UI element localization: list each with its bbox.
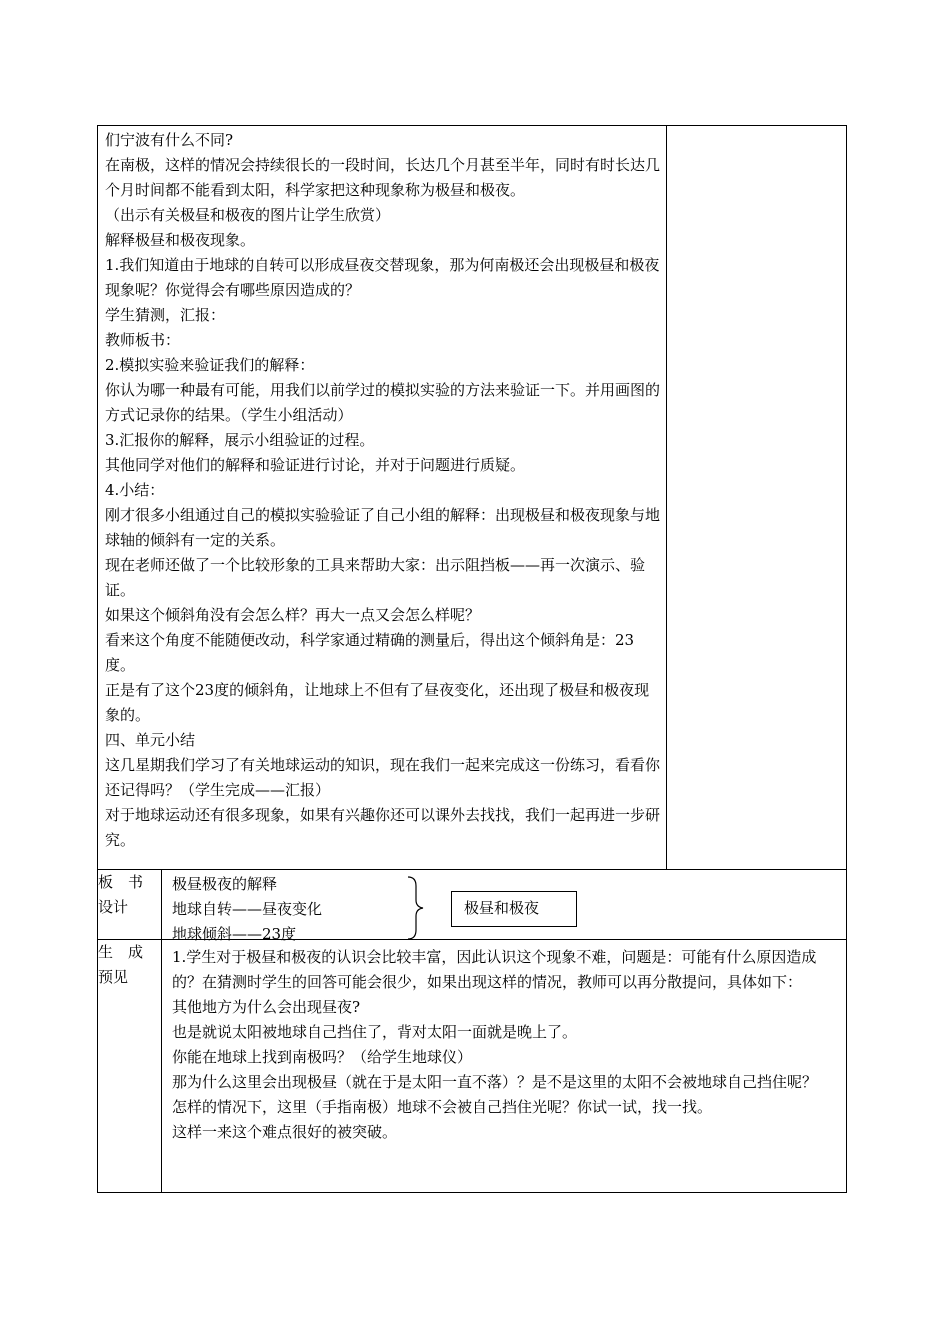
preview-line: 这样一来这个难点很好的被突破。: [172, 1123, 398, 1141]
teaching-process-text: [98, 126, 666, 869]
board-label-line1: 板 书: [98, 873, 144, 891]
main-line: 教师板书：: [105, 331, 181, 349]
main-line: 们宁波有什么不同?: [105, 131, 234, 149]
main-line: 1.我们知道由于地球的自转可以形成昼夜交替现象，那为何南极还会出现极昼和极夜现象呢？你觉得会有哪些原因造成的？: [105, 256, 660, 299]
main-line: 4.小结：: [105, 481, 165, 499]
board-line: 地球自转——昼夜变化: [172, 900, 323, 918]
preview-label-line1: 生 成: [98, 943, 144, 961]
preview-line: 1.学生对于极昼和极夜的认识会比较丰富，因此认识这个现象不难，问题是：可能有什么原因造成的？在猜测时学生的回答可能会很少，如果出现这样的情况，教师可以再分散提问，具体如下：: [172, 948, 817, 991]
board-design-content: [162, 870, 847, 943]
preview-line: 那为什么这里会出现极昼（就在于是太阳一直不落）？是不是这里的太阳不会被地球自己挡住呢？: [172, 1073, 818, 1091]
lesson-plan-table: [97, 125, 847, 1193]
board-line: 极昼极夜的解释: [172, 875, 278, 893]
preview-content-cell: [162, 940, 847, 1193]
board-summary-box: 极昼和极夜: [451, 891, 577, 927]
teaching-process-row: [98, 126, 847, 870]
board-design-label: [98, 870, 162, 940]
board-line: 地球倾斜——23度: [172, 925, 297, 943]
board-label-line2: 设计: [98, 898, 129, 916]
main-line: 这几星期我们学习了有关地球运动的知识，现在我们一起来完成这一份练习，看看你还记得吗？（学生完成——汇报）: [105, 756, 661, 799]
main-line: 对于地球运动还有很多现象，如果有兴趣你还可以课外去找找，我们一起再进一步研究。: [105, 806, 661, 849]
preview-line: 也是就说太阳被地球自己挡住了，背对太阳一面就是晚上了。: [172, 1023, 578, 1041]
main-line: 正是有了这个23度的倾斜角，让地球上不但有了昼夜变化，还出现了极昼和极夜现象的。: [105, 681, 650, 724]
preview-line: 怎样的情况下，这里（手指南极）地球不会被自己挡住光呢？你试一试，找一找。: [172, 1098, 713, 1116]
preview-label-line2: 预见: [98, 968, 129, 986]
preview-label: [98, 940, 162, 1193]
preview-line: 你能在地球上找到南极吗？（给学生地球仪）: [172, 1048, 473, 1066]
right-brace-icon: [406, 876, 426, 940]
main-line: 解释极昼和极夜现象。: [105, 231, 256, 249]
teaching-process-cell: [98, 126, 667, 870]
main-line: 如果这个倾斜角没有会怎么样？再大一点又会怎么样呢？: [105, 606, 481, 624]
preview-line: 其他地方为什么会出现昼夜?: [172, 998, 361, 1016]
main-line: 其他同学对他们的解释和验证进行讨论，并对于问题进行质疑。: [105, 456, 526, 474]
generated-preview-row: [98, 940, 847, 1193]
main-line: 在南极，这样的情况会持续很长的一段时间，长达几个月甚至半年，同时有时长达几个月时间都不能看到太阳，科学家把这种现象称为极昼和极夜。: [105, 156, 661, 199]
main-line: （出示有关极昼和极夜的图片让学生欣赏）: [105, 206, 391, 224]
board-lines: [172, 872, 322, 947]
notes-column-cell: [667, 126, 847, 870]
main-line: 四、单元小结: [105, 731, 196, 749]
main-line: 看来这个角度不能随便改动，科学家通过精确的测量后，得出这个倾斜角是：23度。: [105, 631, 635, 674]
main-line: 3.汇报你的解释，展示小组验证的过程。: [105, 431, 375, 449]
preview-text: [162, 940, 846, 1192]
main-line: 学生猜测，汇报：: [105, 306, 226, 324]
main-line: 2.模拟实验来验证我们的解释：: [105, 356, 315, 374]
board-design-row: [98, 870, 847, 940]
main-line: 刚才很多小组通过自己的模拟实验验证了自己小组的解释：出现极昼和极夜现象与地球轴的倾斜有一定的关系。: [105, 506, 661, 549]
main-line: 现在老师还做了一个比较形象的工具来帮助大家：出示阻挡板——再一次演示、验证。: [105, 556, 646, 599]
main-line: 你认为哪一种最有可能，用我们以前学过的模拟实验的方法来验证一下。并用画图的方式记录你的结果。（学生小组活动）: [105, 381, 661, 424]
